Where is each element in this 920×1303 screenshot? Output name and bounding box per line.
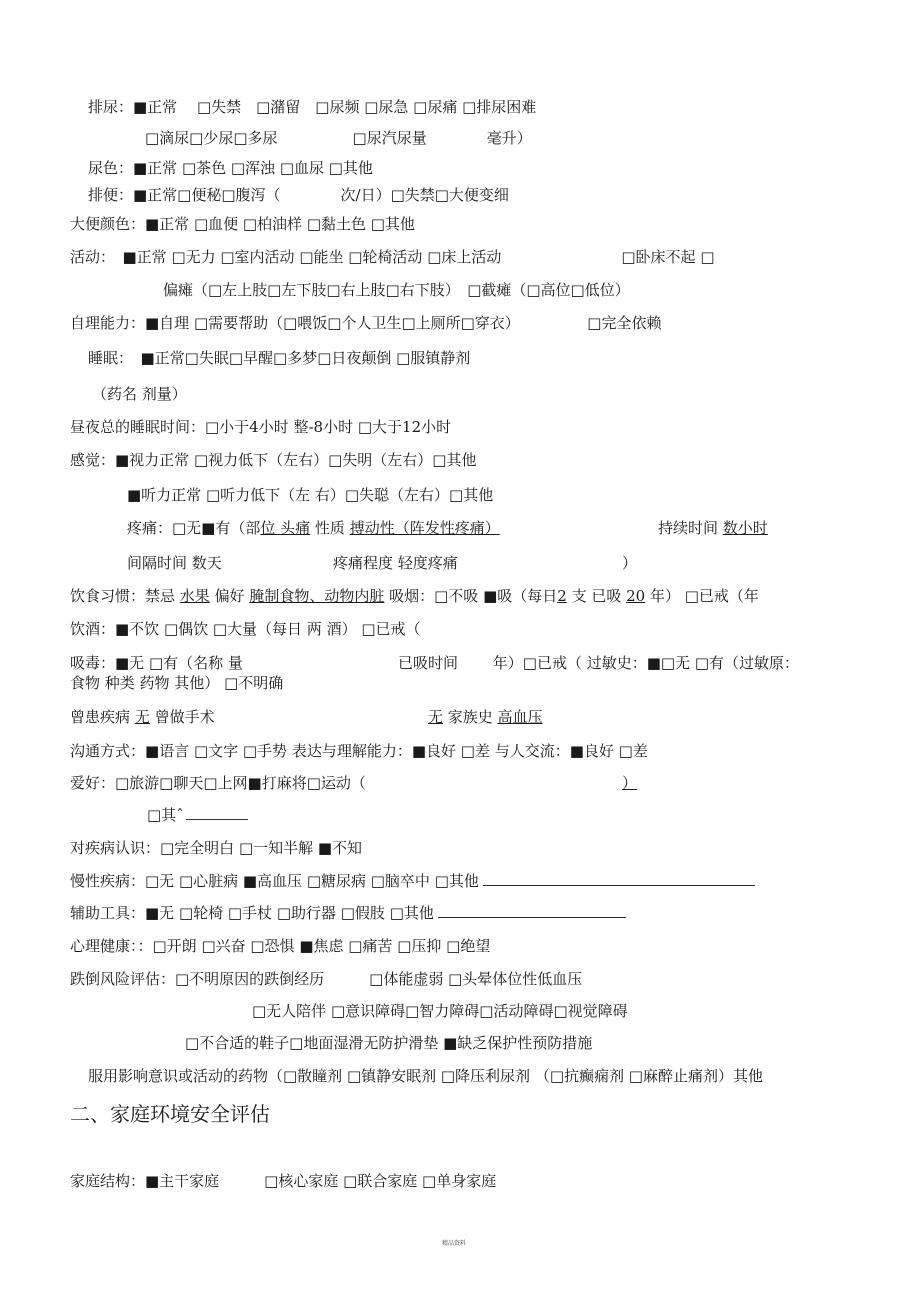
pain-duration xyxy=(658,518,768,538)
diet-row xyxy=(70,586,759,606)
fall-risk-row-2: □无人陪伴 □意识障碍□智力障碍□活动障碍□视觉障碍 xyxy=(252,1002,628,1020)
urination-row-2: □滴尿□少尿□多尿 □尿汽尿量 毫升） xyxy=(145,129,532,147)
hobby-other xyxy=(147,805,248,825)
sleep-time-row: 昼夜总的睡眠时间：□小于4小时 整-8小时 □大于12小时 xyxy=(70,418,452,436)
pain-nature: 搏动性（阵发性疼痛） xyxy=(349,519,500,537)
family-history xyxy=(428,707,543,727)
hobby-row: 爱好：□旅游□聊天□上网■打麻将□运动（ xyxy=(70,774,366,792)
disease-awareness-row: 对疾病认识：□完全明白 □一知半解 ■不知 xyxy=(70,839,363,857)
urination-row: 排尿：■正常 □失禁 □潴留 □尿频 □尿急 □尿痛 □排尿困难 xyxy=(88,98,537,116)
page-footer: 精品资料 xyxy=(442,1240,467,1247)
smoke-years: 20 xyxy=(626,587,646,605)
smoke-label: 吸烟：□不吸 ■吸（每日 xyxy=(384,587,558,605)
mental-health-row: 心理健康：：□开朗 □兴奋 □恐惧 ■焦虑 □痛苦 □压抑 □绝望 xyxy=(70,937,491,955)
hobby-other-label: □其 xyxy=(147,806,177,824)
fall-risk-row-3: □不合适的鞋子□地面湿滑无防护滑垫 ■缺乏保护性预防措施 xyxy=(185,1034,593,1052)
family-history-label: 家族史 xyxy=(443,708,498,726)
self-care-row: 自理能力：■自理 □需要帮助（□喂饭□个人卫生□上厕所□穿衣） □完全依赖 xyxy=(70,314,662,332)
stool-color-row: 大便颜色：■正常 □血便 □柏油样 □黏土色 □其他 xyxy=(70,215,415,233)
history-row xyxy=(70,707,215,727)
diet-pref-label: 偏好 xyxy=(209,587,250,605)
diet-label: 饮食习惯：禁忌 xyxy=(70,587,180,605)
pain-interval: 间隔时间 数天 xyxy=(127,554,222,572)
allergy-row-2: 食物 种类 药物 其他） □不明确 xyxy=(70,674,284,692)
history-disease: 无 xyxy=(134,708,150,726)
paralysis-row: 偏瘫（□左上肢□左下肢□右上肢□右下肢） □截瘫（□高位□低位） xyxy=(163,281,630,299)
defecation-row: 排便：■正常□便秘□腹泻（ 次/日）□失禁□大便变细 xyxy=(88,186,509,204)
pain-duration-label: 持续时间 xyxy=(658,519,723,537)
sleep-row: 睡眠： ■正常□失眠□早醒□多梦□日夜颠倒 □服镇静剂 xyxy=(88,349,471,367)
hearing-row: ■听力正常 □听力低下（左 右）□失聪（左右）□其他 xyxy=(127,486,494,504)
family-history-value: 高血压 xyxy=(497,708,543,726)
pain-nature-label: 性质 xyxy=(310,519,350,537)
pain-close: ） xyxy=(622,554,638,572)
vision-row: 感觉：■视力正常 □视力低下（左右）□失明（左右）□其他 xyxy=(70,451,477,469)
smoke-years-label: 支 已吸 xyxy=(566,587,627,605)
diet-taboo: 水果 xyxy=(179,587,210,605)
hobby-other-blank xyxy=(186,805,248,820)
communication-row: 沟通方式：■语言 □文字 □手势 表达与理解能力：■良好 □差 与人交流：■良好 □差 xyxy=(70,742,648,760)
pain-label: 疼痛：□无■有（部 xyxy=(127,519,261,537)
assistive-tools-text: 辅助工具：■无 □轮椅 □手杖 □助行器 □假肢 □其他 xyxy=(70,904,434,922)
assistive-tools-row xyxy=(70,903,626,923)
family-structure-row: 家庭结构：■主干家庭 □核心家庭 □联合家庭 □单身家庭 xyxy=(70,1172,497,1190)
allergy-row: 已吸时间 年）□已戒（ 过敏史：■□无 □有（过敏原： xyxy=(398,654,799,672)
surgery-value: 无 xyxy=(428,708,444,726)
fall-risk-row: 跌倒风险评估：□不明原因的跌倒经历 □体能虚弱 □头晕体位性低血压 xyxy=(70,970,583,988)
activity-row: 活动： ■正常 □无力 □室内活动 □能坐 □轮椅活动 □床上活动 □卧床不起 □ xyxy=(70,248,715,266)
hobby-other-mark: ˆ xyxy=(176,806,184,824)
drinking-row: 饮酒：■不饮 □偶饮 □大量（每日 两 酒） □已戒（ xyxy=(70,620,421,638)
chronic-disease-row xyxy=(70,871,755,891)
drug-use-row: 吸毒：■无 □有（名称 量 xyxy=(70,654,243,672)
medication-row: 服用影响意识或活动的药物（□散瞳剂 □镇静安眠剂 □降压利尿剂 （□抗癫痫剂 □麻醉止痛剂）其他 xyxy=(88,1067,763,1085)
pain-degree: 疼痛程度 轻度疼痛 xyxy=(333,554,458,572)
chronic-other-blank xyxy=(483,871,755,886)
urine-color-row: 尿色：■正常 □茶色 □浑浊 □血尿 □其他 xyxy=(88,159,373,177)
hobby-close-paren: ） xyxy=(622,774,638,792)
section-title: 二、家庭环境安全评估 xyxy=(70,1102,270,1126)
chronic-disease-text: 慢性疾病：□无 □心脏病 ■高血压 □糖尿病 □脑卒中 □其他 xyxy=(70,872,479,890)
pain-duration-value: 数小时 xyxy=(722,519,768,537)
pain-row xyxy=(127,518,500,538)
pain-site: 位 头痛 xyxy=(260,519,311,537)
sleep-drug-row: （药名 剂量） xyxy=(92,385,187,403)
smoke-per-day: 2 xyxy=(557,587,567,605)
aids-other-blank xyxy=(438,903,626,918)
hobby-close xyxy=(622,773,637,793)
history-label: 曾患疾病 xyxy=(70,708,135,726)
diet-pref: 腌制食物、动物内脏 xyxy=(249,587,385,605)
surgery-label: 曾做手术 xyxy=(149,708,215,726)
smoke-quit: 年） □已戒（年 xyxy=(645,587,759,605)
